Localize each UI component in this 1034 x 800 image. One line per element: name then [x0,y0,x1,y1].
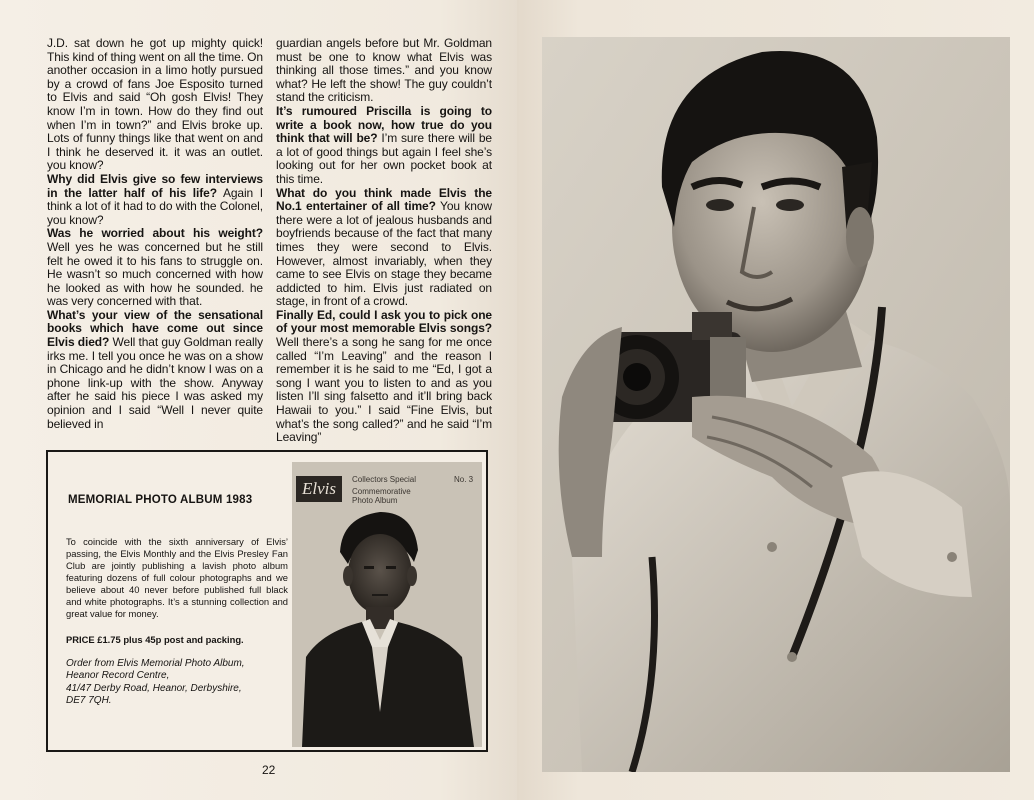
interview-answer: You know there were a lot of jealous husbands and boyfriends because of the fact that many times they were second to Elvis. However, almost invariably, when they came to see Elvis on stage they became addicted to him. Elvis just radiated on stage, in front of a crowd. [276,199,492,309]
page-number: 22 [262,763,276,777]
interview-answer: Well yes he was concerned but he still felt he owed it to his fans to struggle on. He wasn’t so much concerned with how he looked as with how he sounded. he was very concerned with that. [47,239,263,309]
interview-answer: Well there’s a song he sang for me once called “I’m Leaving” and the reason I remember it is he said to me “Ed, I got a song I want you to listen to and as you listen I’ll sing falsetto and it’ll bring back Hawaii to you.” I said “Fine Elvis, but what’s the song called?” and he said “I’m Leaving” [276,335,492,445]
order-line: DE7 7QH. [66,695,112,707]
article-paragraph: J.D. sat down he got up mighty quick! This kind of thing went on all the time. On another occasion in a limo hotly pursued by a crowd of fans Joe Esposito turned to Elvis and said “Oh gosh Elvis! They know I’m in town. How do they find out when I’m in town?” and Elvis broke up. Lots of funny things like that went on and I think he deserved it. it was an outlet. you know? [47,36,263,173]
interview-question: Why did Elvis give so few interviews in the latter half of his life? [47,171,263,200]
advert-body: To coincide with the sixth anniversary of Elvis’ passing, the Elvis Monthly and the Elvis Presley Fan Club are jointly publishing a lavish photo album featuring dozens of full colour photographs and we believe about 40 never before published full black and white photographs. It’s a stunning collection and great value for money. [66,536,288,619]
interview-question: Finally Ed, could I ask you to pick one of your most memorable Elvis songs? [276,307,492,336]
interview-answer: Well that guy Goldman really irks me. I tell you once he was on a show in Chicago and he didn’t know I was on a phone link-up with the show. Anyway after he said his piece I was asked my opinion and I said “Well I never quite believed in [47,335,263,431]
album-series: Collectors Special [352,475,417,484]
interview-answer: I’m sure there will be a lot of good things but again I feel she’s looking out for her own pocket book at this time. [276,131,493,186]
advert-price: PRICE £1.75 plus 45p post and packing. [66,634,244,645]
memorial-album-advert [46,450,488,752]
interview-question: What do you think made Elvis the No.1 entertainer of all time? [276,185,492,214]
album-portrait [292,462,482,747]
article-paragraph: guardian angels before but Mr. Goldman must be one to know what Elvis was thinking all those times.” and you know what? He left the show! The guy couldn’t stand the criticism. [276,36,492,105]
album-logo: Elvis [296,476,342,502]
elvis-camera-photo [542,37,1010,772]
article-column-2 [276,37,492,445]
interview-answer: Again I think a lot of it had to do with the Colonel, you know? [47,185,263,227]
elvis-photo-illustration [542,37,1010,772]
interview-question: Was he worried about his weight? [47,226,263,241]
advert-order-address [66,658,281,708]
album-number: No. 3 [454,475,474,484]
order-line: 41/47 Derby Road, Heanor, Derbyshire, [66,682,242,694]
interview-question: It’s rumoured Priscilla is going to write a book now, how true do you think that will be? [276,103,492,146]
advert-text [66,452,288,752]
order-line: Order from Elvis Memorial Photo Album, [66,658,245,669]
advert-title: MEMORIAL PHOTO ALBUM 1983 [68,494,253,506]
article-column-1 [47,37,263,431]
order-line: Heanor Record Centre, [66,670,170,682]
album-subtitle: Commemorative Photo Album [352,487,411,505]
interview-question: What’s your view of the sensational books which have come out since Elvis died? [47,307,263,350]
album-cover-image [292,462,482,747]
